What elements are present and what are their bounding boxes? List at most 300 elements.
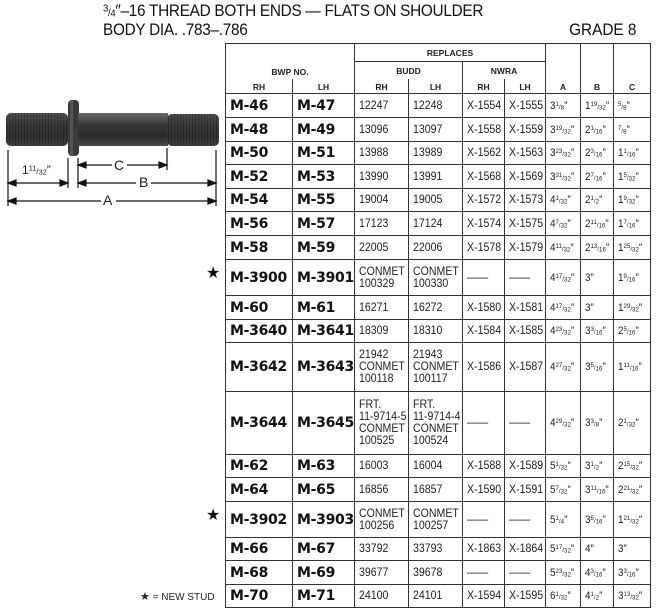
- legend-text: = NEW STUD: [149, 592, 215, 603]
- dim-whole: 3: [618, 566, 624, 579]
- cell-line: 13097: [413, 123, 443, 136]
- cell-line: 13991: [413, 170, 443, 183]
- budd-lh-cell: [409, 343, 463, 392]
- budd-rh-cell: [355, 296, 409, 320]
- bwp-rh-part-number: M-3640: [226, 320, 293, 343]
- cell-line: 16271: [359, 301, 389, 314]
- dim-c-cell: $3^3/_{16}$”: [614, 561, 651, 585]
- dim-c-cell: $2^{21}/_{32}$”: [614, 478, 651, 502]
- stud-spec-table: [225, 43, 651, 608]
- table-row: [226, 165, 651, 189]
- dim-b-cell: $3^3/_{16}$”: [581, 320, 614, 343]
- bwp-rh-part-number: M-48: [226, 118, 293, 142]
- dim-c-cell: $1^9/_{32}$”: [614, 189, 651, 212]
- cell-text: ——: [467, 417, 489, 429]
- budd-rh-cell: [355, 320, 409, 343]
- budd-rh-cell: [355, 212, 409, 236]
- cell-line: CONMET: [413, 361, 459, 373]
- new-stud-star-icon: ★: [206, 265, 221, 282]
- cell-text: X-1578: [467, 241, 502, 254]
- dim-a-cell: $5^1/_{32}$”: [546, 455, 581, 478]
- cell-text: X-1562: [467, 147, 502, 159]
- fraction-denominator: 4: [110, 8, 116, 20]
- dim-numerator: 25: [623, 242, 631, 250]
- cell-line: 21942: [359, 349, 389, 361]
- dim-whole: 4: [550, 194, 556, 206]
- dim-whole: 3: [585, 417, 591, 429]
- dim-whole: 5: [550, 513, 556, 526]
- dim-denominator: 32: [564, 275, 571, 283]
- dim-whole: 2: [585, 170, 591, 183]
- nwra-rh-cell: [463, 561, 505, 585]
- cell-line: 12248: [413, 99, 443, 112]
- dim-denominator: 32: [564, 421, 571, 429]
- budd-lh-cell: [409, 478, 463, 502]
- header-budd: BUDD: [355, 62, 463, 80]
- cell-line: 13989: [413, 147, 443, 159]
- budd-rh-cell: [355, 260, 409, 296]
- cell-line: FRT.: [359, 399, 382, 411]
- dim-whole: 1: [618, 361, 624, 373]
- dim-denominator: 16: [628, 329, 636, 337]
- dim-c-cell: $^5/_8$”: [614, 94, 651, 118]
- cell-text: X-1595: [509, 590, 544, 602]
- header-b: B: [581, 79, 614, 94]
- shoulder-dim-whole: 1: [22, 163, 29, 177]
- dim-denominator: 32: [564, 570, 571, 578]
- cell-text: X-1863: [467, 543, 502, 555]
- dim-denominator: 32: [564, 547, 571, 555]
- cell-text: X-1590: [467, 483, 502, 496]
- cell-line: 100525: [359, 435, 395, 447]
- dim-denominator: 16: [628, 570, 636, 578]
- table-row: [226, 260, 651, 296]
- dim-numerator: 17: [555, 272, 563, 280]
- cell-line: CONMET: [413, 507, 459, 520]
- budd-rh-cell: [355, 343, 409, 392]
- nwra-lh-cell: [505, 296, 546, 320]
- header-c-spacer: [614, 44, 651, 80]
- cell-text: X-1555: [509, 99, 544, 112]
- dim-numerator: 1: [555, 590, 559, 598]
- dim-denominator: 16: [595, 151, 603, 159]
- cell-text: X-1591: [509, 483, 544, 496]
- cell-line: 16003: [359, 460, 389, 472]
- dim-denominator: 8: [623, 127, 627, 135]
- dim-denominator: 32: [564, 127, 571, 135]
- cell-line: 22005: [359, 241, 389, 254]
- dim-whole: 1: [618, 147, 624, 159]
- cell-line: 100117: [413, 373, 448, 385]
- budd-lh-cell: [409, 561, 463, 585]
- budd-lh-cell: [409, 260, 463, 296]
- dim-whole: 2: [618, 460, 624, 472]
- bwp-rh-part-number: M-46: [226, 94, 293, 118]
- dim-whole: 3: [585, 325, 591, 337]
- bwp-rh-part-number: M-66: [226, 538, 293, 561]
- bwp-rh-part-number: M-3644: [226, 392, 293, 455]
- bwp-lh-part-number: M-3901: [293, 260, 355, 296]
- cell-text: X-1584: [467, 325, 502, 337]
- cell-line: 33793: [413, 543, 443, 555]
- dim-whole: 3: [585, 513, 591, 526]
- dim-denominator: 32: [628, 421, 636, 429]
- grade-label: GRADE 8: [568, 21, 636, 39]
- dim-whole: 3: [618, 590, 624, 602]
- cell-text: ——: [509, 417, 531, 429]
- cell-line: 19005: [413, 194, 443, 206]
- nwra-lh-cell: [505, 561, 546, 585]
- budd-lh-cell: [409, 538, 463, 561]
- dim-a-cell: $5^{23}/_{32}$”: [546, 561, 581, 585]
- bwp-lh-part-number: M-63: [293, 455, 355, 478]
- cell-line: CONMET: [359, 507, 405, 520]
- dim-whole: 4: [550, 301, 556, 314]
- dim-whole: 4: [585, 566, 591, 579]
- dim-denominator: 32: [563, 245, 571, 253]
- dim-numerator: 5: [623, 325, 627, 333]
- bwp-lh-part-number: M-53: [293, 165, 355, 189]
- dim-denominator: 32: [632, 594, 639, 602]
- dim-a-cell: $3^{23}/_{32}$”: [546, 142, 581, 165]
- budd-rh-cell: [355, 118, 409, 142]
- cell-text: X-1563: [509, 147, 544, 159]
- nwra-rh-cell: [463, 455, 505, 478]
- dim-numerator: 1: [623, 147, 627, 155]
- nwra-lh-cell: [505, 478, 546, 502]
- cell-line: 39678: [413, 566, 443, 579]
- nwra-lh-cell: [505, 455, 546, 478]
- bwp-lh-part-number: M-51: [293, 142, 355, 165]
- cell-line: 12247: [359, 99, 389, 112]
- dim-a-cell: $4^{27}/_{32}$”: [546, 343, 581, 392]
- cell-text: X-1588: [467, 460, 502, 472]
- dim-c-cell: $^7/_8$”: [614, 118, 651, 142]
- budd-lh-cell: [409, 296, 463, 320]
- dim-denominator: 16: [595, 517, 603, 525]
- budd-lh-cell: [409, 118, 463, 142]
- nwra-rh-cell: [463, 478, 505, 502]
- header-nwra-lh: LH: [505, 79, 546, 94]
- dim-whole: 1: [618, 241, 624, 254]
- dim-whole: 4: [550, 417, 556, 429]
- dim-whole: 4: [585, 543, 591, 555]
- dim-b-cell: $3^{11}/_{16}$”: [581, 478, 614, 502]
- cell-line: 100257: [413, 519, 449, 532]
- dim-denominator: 32: [632, 517, 639, 525]
- cell-line: 100256: [359, 519, 395, 532]
- dim-numerator: 5: [623, 171, 627, 179]
- header-budd-rh: RH: [355, 79, 409, 94]
- dim-b-cell: 3”: [581, 260, 614, 296]
- nwra-lh-cell: [505, 165, 546, 189]
- header-a: A: [546, 79, 581, 94]
- dim-numerator: 21: [623, 514, 631, 522]
- cell-line: 16857: [413, 483, 443, 496]
- dim-denominator: 16: [631, 365, 639, 373]
- dim-numerator: 19: [555, 124, 563, 132]
- table-row: [226, 538, 651, 561]
- bwp-lh-part-number: M-57: [293, 212, 355, 236]
- dimension-label-c: C: [114, 157, 125, 173]
- budd-lh-cell: [409, 585, 463, 608]
- dim-denominator: 32: [632, 245, 639, 253]
- dim-denominator: 32: [632, 487, 639, 495]
- dim-numerator: 31: [555, 171, 563, 179]
- stud-table-body: [226, 94, 651, 608]
- dim-numerator: 5: [590, 514, 594, 522]
- dim-numerator: 13: [590, 242, 598, 250]
- dim-numerator: 11: [623, 361, 630, 369]
- dim-denominator: 16: [595, 127, 603, 135]
- nwra-rh-cell: [463, 392, 505, 455]
- cell-line: 11-9714-4: [413, 411, 461, 423]
- dim-denominator: 32: [564, 365, 571, 373]
- header-budd-lh: LH: [409, 79, 463, 94]
- cell-line: FRT.: [413, 399, 436, 411]
- dim-denominator: 16: [628, 151, 636, 159]
- dim-whole: 3: [550, 170, 556, 183]
- star-icon: ★: [140, 591, 150, 603]
- dim-a-cell: $4^{29}/_{32}$”: [546, 392, 581, 455]
- dim-b-cell: $3^3/_8$”: [581, 392, 614, 455]
- dim-a-cell: $4^1/_{32}$”: [546, 189, 581, 212]
- nwra-rh-cell: [463, 94, 505, 118]
- budd-lh-cell: [409, 165, 463, 189]
- budd-rh-cell: [355, 189, 409, 212]
- dim-a-cell: $5^7/_{32}$”: [546, 478, 581, 502]
- cell-line: 21943: [413, 349, 443, 361]
- table-row: [226, 94, 651, 118]
- cell-text: X-1579: [509, 241, 544, 254]
- dim-c-cell: $1^{21}/_{32}$”: [614, 502, 651, 538]
- dim-numerator: 1: [555, 460, 559, 468]
- nwra-lh-cell: [505, 94, 546, 118]
- cell-line: 24101: [413, 590, 443, 602]
- cell-line: 18310: [413, 325, 443, 337]
- dim-b-cell: $2^1/_{16}$”: [581, 118, 614, 142]
- dim-whole: 4: [550, 361, 556, 373]
- dim-numerator: 1: [590, 194, 594, 202]
- dim-whole: 1: [618, 513, 624, 526]
- cell-text: ——: [467, 566, 489, 579]
- dim-b-cell: $3^5/_{16}$”: [581, 343, 614, 392]
- cell-line: 100118: [359, 373, 394, 385]
- nwra-lh-cell: [505, 260, 546, 296]
- dim-c-cell: $1^1/_{16}$”: [614, 142, 651, 165]
- budd-lh-cell: [409, 455, 463, 478]
- table-row: [226, 320, 651, 343]
- cell-text: X-1594: [467, 590, 502, 602]
- dimension-label-a: A: [103, 192, 113, 208]
- bwp-rh-part-number: M-58: [226, 236, 293, 260]
- dim-b-cell: $3^1/_2$”: [581, 455, 614, 478]
- dim-a-cell: $4^{17}/_{32}$”: [546, 296, 581, 320]
- cell-line: CONMET: [359, 265, 405, 278]
- nwra-rh-cell: [463, 320, 505, 343]
- cell-line: CONMET: [413, 423, 459, 435]
- header-bwp-no: BWP NO.: [226, 44, 355, 80]
- dim-a-cell: $4^7/_{32}$”: [546, 212, 581, 236]
- cell-line: 13988: [359, 147, 389, 159]
- nwra-rh-cell: [463, 260, 505, 296]
- cell-text: ——: [467, 513, 489, 526]
- cell-line: 17124: [413, 217, 443, 230]
- dim-whole: 3: [585, 271, 591, 284]
- dim-numerator: 15: [623, 460, 631, 468]
- dim-b-cell: $1^{19}/_{32}$”: [581, 94, 614, 118]
- dim-whole: 2: [585, 147, 591, 159]
- bwp-rh-part-number: M-60: [226, 296, 293, 320]
- dim-numerator: 5: [618, 100, 622, 108]
- nwra-rh-cell: [463, 343, 505, 392]
- bwp-rh-part-number: M-64: [226, 478, 293, 502]
- dim-numerator: 17: [555, 543, 563, 551]
- dim-numerator: 3: [590, 567, 594, 575]
- cell-line: 16856: [359, 483, 389, 496]
- dim-a-cell: $4^{23}/_{32}$”: [546, 320, 581, 343]
- bwp-lh-part-number: M-65: [293, 478, 355, 502]
- dim-whole: 1: [618, 301, 624, 314]
- header-a-spacer: [546, 44, 581, 80]
- title-line1-text: ″–16 THREAD BOTH ENDS — FLATS ON SHOULDER: [115, 2, 484, 20]
- cell-text: X-1559: [509, 123, 544, 136]
- cell-line: 33792: [359, 543, 389, 555]
- dim-whole: 3: [585, 301, 591, 314]
- new-stud-star-icon: ★: [206, 507, 221, 524]
- bwp-rh-part-number: M-3642: [226, 343, 293, 392]
- budd-lh-cell: [409, 236, 463, 260]
- bwp-lh-part-number: M-3645: [293, 392, 355, 455]
- dim-denominator: 32: [628, 174, 636, 182]
- table-row: [226, 236, 651, 260]
- budd-rh-cell: [355, 561, 409, 585]
- dim-numerator: 19: [590, 100, 598, 108]
- fraction-numerator: 3: [103, 3, 109, 15]
- budd-lh-cell: [409, 142, 463, 165]
- nwra-rh-cell: [463, 585, 505, 608]
- cell-line: 100524: [413, 435, 449, 447]
- title-fraction: $^3/_4$: [103, 3, 116, 20]
- dim-numerator: 3: [590, 417, 594, 425]
- dim-denominator: 32: [564, 174, 571, 182]
- dim-a-cell: $3^{31}/_{32}$”: [546, 165, 581, 189]
- dim-b-cell: $2^7/_{16}$”: [581, 165, 614, 189]
- dim-a-cell: $6^1/_{32}$”: [546, 585, 581, 608]
- bwp-rh-part-number: M-52: [226, 165, 293, 189]
- dim-whole: 2: [618, 417, 624, 429]
- bwp-lh-part-number: M-67: [293, 538, 355, 561]
- dim-denominator: 2: [595, 464, 600, 472]
- cell-text: X-1574: [467, 217, 502, 230]
- dim-denominator: 16: [595, 570, 603, 578]
- dim-whole: 1: [618, 271, 624, 284]
- bwp-lh-part-number: M-3643: [293, 343, 355, 392]
- nwra-lh-cell: [505, 189, 546, 212]
- table-row: [226, 118, 651, 142]
- bwp-rh-part-number: M-56: [226, 212, 293, 236]
- cell-line: 22006: [413, 241, 443, 254]
- cell-text: X-1573: [509, 194, 544, 206]
- dim-whole: 2: [585, 217, 591, 230]
- body-diameter-subtitle: BODY DIA. .783–.786: [103, 21, 248, 39]
- cell-line: 16272: [413, 301, 443, 314]
- dim-whole: 3: [550, 99, 556, 112]
- cell-line: 19004: [359, 194, 389, 206]
- dim-numerator: 17: [555, 302, 563, 310]
- bwp-lh-part-number: M-59: [293, 236, 355, 260]
- cell-line: CONMET: [413, 265, 459, 278]
- dim-denominator: 32: [564, 329, 571, 337]
- dim-a-cell: $4^{17}/_{32}$”: [546, 260, 581, 296]
- bwp-rh-part-number: M-3900: [226, 260, 293, 296]
- cell-text: X-1575: [509, 217, 544, 230]
- nwra-rh-cell: [463, 118, 505, 142]
- dim-numerator: 29: [623, 302, 631, 310]
- dim-whole: 4: [585, 590, 591, 602]
- dim-numerator: 23: [555, 325, 563, 333]
- cell-text: X-1580: [467, 301, 502, 314]
- dim-a-cell: $5^1/_4$”: [546, 502, 581, 538]
- dim-denominator: 32: [560, 198, 568, 206]
- dim-numerator: 11: [555, 242, 562, 250]
- nwra-lh-cell: [505, 343, 546, 392]
- bwp-rh-part-number: M-70: [226, 585, 293, 608]
- cell-line: 11-9714-5: [359, 411, 407, 423]
- dim-denominator: 16: [595, 365, 603, 373]
- dim-whole: 2: [618, 483, 624, 496]
- budd-lh-cell: [409, 392, 463, 455]
- dim-numerator: 7: [555, 218, 559, 226]
- dim-b-cell: $2^1/_2$”: [581, 189, 614, 212]
- dim-c-cell: $3^{13}/_{32}$”: [614, 585, 651, 608]
- budd-rh-cell: [355, 392, 409, 455]
- budd-rh-cell: [355, 585, 409, 608]
- dim-denominator: 16: [628, 275, 636, 283]
- shoulder-dim-unit: ”: [46, 163, 51, 177]
- dim-denominator: 32: [560, 594, 568, 602]
- cell-line: 39677: [359, 566, 389, 579]
- dim-denominator: 8: [560, 103, 565, 111]
- nwra-rh-cell: [463, 212, 505, 236]
- dim-whole: 3: [550, 147, 556, 159]
- dim-numerator: 3: [623, 567, 627, 575]
- dim-numerator: 7: [590, 171, 594, 179]
- nwra-lh-cell: [505, 118, 546, 142]
- budd-rh-cell: [355, 455, 409, 478]
- bwp-lh-part-number: M-3641: [293, 320, 355, 343]
- dim-denominator: 32: [564, 151, 571, 159]
- dim-a-cell: $5^{17}/_{32}$”: [546, 538, 581, 561]
- budd-rh-cell: [355, 165, 409, 189]
- dim-c-cell: $2^5/_{16}$”: [614, 320, 651, 343]
- nwra-rh-cell: [463, 236, 505, 260]
- dim-denominator: 16: [595, 174, 603, 182]
- cell-text: X-1568: [467, 170, 502, 183]
- dim-b-cell: $2^{11}/_{16}$”: [581, 212, 614, 236]
- header-nwra-rh: RH: [463, 79, 505, 94]
- dim-whole: 3: [585, 483, 591, 496]
- table-row: [226, 296, 651, 320]
- dim-whole: 3: [618, 543, 624, 555]
- bwp-lh-part-number: M-49: [293, 118, 355, 142]
- dim-denominator: 32: [564, 305, 571, 313]
- budd-lh-cell: [409, 94, 463, 118]
- cell-text: X-1569: [509, 170, 544, 183]
- table-row: [226, 455, 651, 478]
- dim-c-cell: $2^{15}/_{32}$”: [614, 455, 651, 478]
- dim-whole: 3: [585, 361, 591, 373]
